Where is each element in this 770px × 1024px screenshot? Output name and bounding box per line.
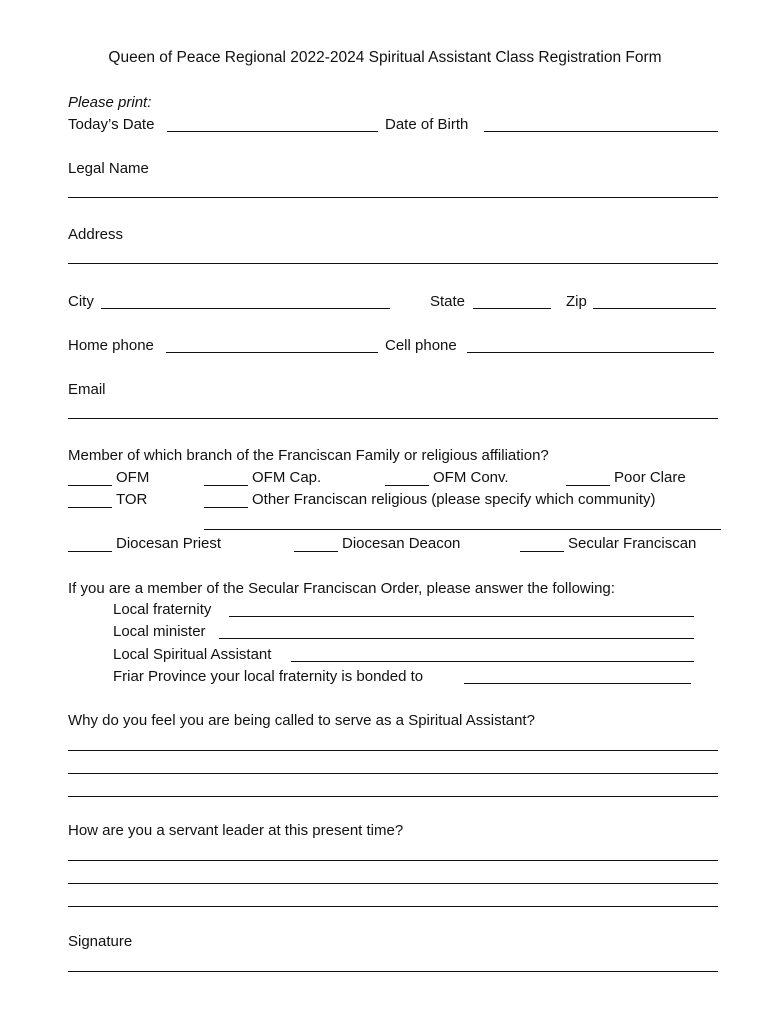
ofm-checkline[interactable] — [68, 485, 112, 486]
ofm-cap-checkline[interactable] — [204, 485, 248, 486]
city-label: City — [68, 293, 94, 310]
local-spiritual-assistant-field[interactable] — [291, 661, 694, 662]
poor-clare-option-label: Poor Clare — [614, 469, 686, 486]
address-label: Address — [68, 226, 124, 243]
date-of-birth-label: Date of Birth — [385, 116, 469, 133]
servant-answer-line[interactable] — [68, 883, 718, 884]
secular-franciscan-checkline[interactable] — [520, 551, 564, 552]
servant-answer-line[interactable] — [68, 906, 718, 907]
diocesan-priest-option-label: Diocesan Priest — [116, 535, 222, 552]
diocesan-deacon-option-label: Diocesan Deacon — [342, 535, 461, 552]
todays-date-field[interactable] — [167, 131, 378, 132]
state-label: State — [430, 293, 466, 310]
tor-option-label: TOR — [116, 491, 148, 508]
todays-date-label: Today’s Date — [68, 116, 155, 133]
diocesan-deacon-checkline[interactable] — [294, 551, 338, 552]
please-print-label: Please print: — [68, 94, 152, 111]
servant-answer-line[interactable] — [68, 860, 718, 861]
email-label: Email — [68, 381, 106, 398]
local-minister-label: Local minister — [113, 623, 206, 640]
ofm-conv-checkline[interactable] — [385, 485, 429, 486]
legal-name-field[interactable] — [68, 197, 718, 198]
other-religious-checkline[interactable] — [204, 507, 248, 508]
date-of-birth-field[interactable] — [484, 131, 718, 132]
cell-phone-field[interactable] — [467, 352, 714, 353]
why-question: Why do you feel you are being called to serve as a Spiritual Assistant? — [68, 712, 535, 729]
home-phone-field[interactable] — [166, 352, 378, 353]
why-answer-line[interactable] — [68, 750, 718, 751]
branch-question: Member of which branch of the Franciscan Family or religious affiliation? — [68, 447, 549, 464]
secular-franciscan-option-label: Secular Franciscan — [568, 535, 697, 552]
home-phone-label: Home phone — [68, 337, 154, 354]
friar-province-field[interactable] — [464, 683, 691, 684]
address-field[interactable] — [68, 263, 718, 264]
poor-clare-checkline[interactable] — [566, 485, 610, 486]
state-field[interactable] — [473, 308, 551, 309]
local-fraternity-field[interactable] — [229, 616, 694, 617]
zip-field[interactable] — [593, 308, 716, 309]
cell-phone-label: Cell phone — [385, 337, 457, 354]
legal-name-label: Legal Name — [68, 160, 149, 177]
why-answer-line[interactable] — [68, 773, 718, 774]
form-title: Queen of Peace Regional 2022-2024 Spiritual Assistant Class Registration Form — [108, 49, 662, 66]
email-field[interactable] — [68, 418, 718, 419]
local-fraternity-label: Local fraternity — [113, 601, 212, 618]
signature-field[interactable] — [68, 971, 718, 972]
friar-province-label: Friar Province your local fraternity is bonded to — [113, 668, 424, 685]
sfo-question: If you are a member of the Secular Franciscan Order, please answer the following: — [68, 580, 615, 597]
ofm-conv-option-label: OFM Conv. — [433, 469, 509, 486]
why-answer-line[interactable] — [68, 796, 718, 797]
ofm-cap-option-label: OFM Cap. — [252, 469, 322, 486]
city-field[interactable] — [101, 308, 390, 309]
tor-checkline[interactable] — [68, 507, 112, 508]
local-minister-field[interactable] — [219, 638, 694, 639]
ofm-option-label: OFM — [116, 469, 150, 486]
local-spiritual-assistant-label: Local Spiritual Assistant — [113, 646, 272, 663]
zip-label: Zip — [566, 293, 587, 310]
other-religious-option-label: Other Franciscan religious (please specify which community) — [252, 491, 656, 508]
servant-question: How are you a servant leader at this present time? — [68, 822, 404, 839]
diocesan-priest-checkline[interactable] — [68, 551, 112, 552]
signature-label: Signature — [68, 933, 133, 950]
other-religious-community-field[interactable] — [204, 529, 721, 530]
